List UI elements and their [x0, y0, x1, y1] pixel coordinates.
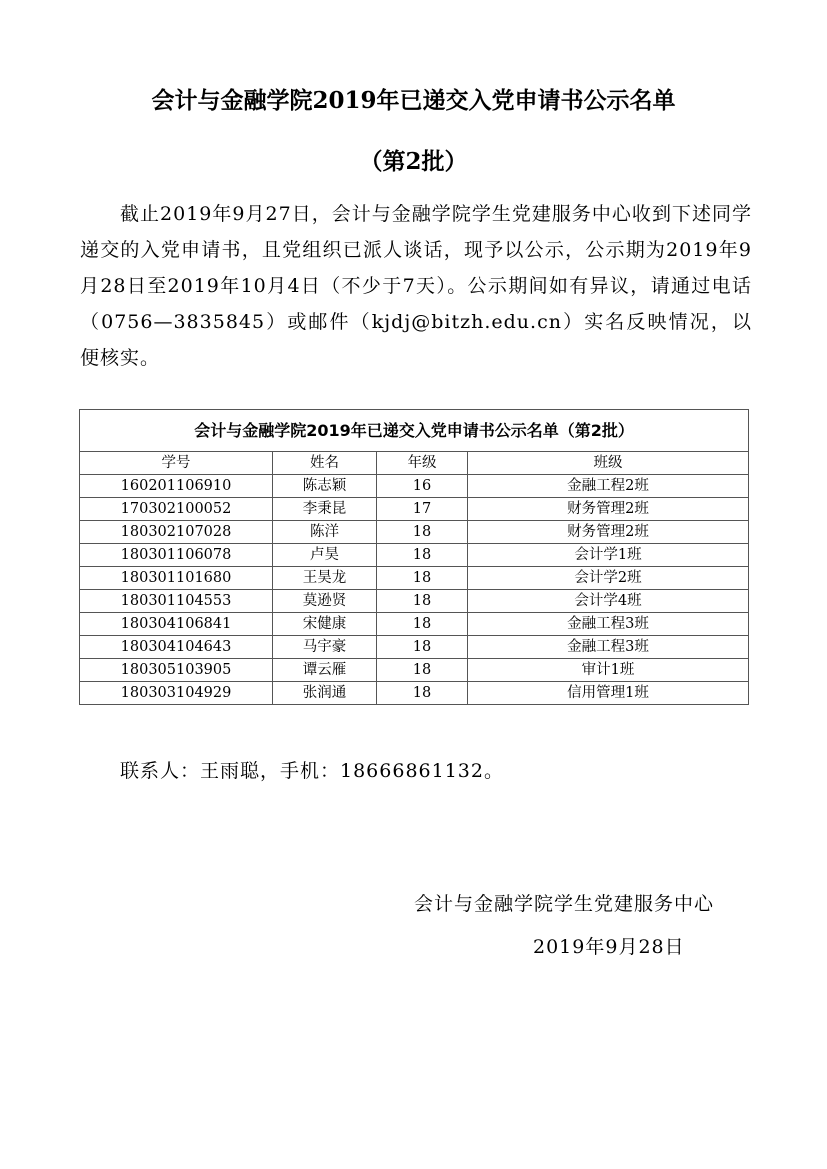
cell-name: 李秉昆: [273, 498, 377, 521]
cell-student-id: 180302107028: [80, 521, 273, 544]
cell-grade: 18: [377, 613, 468, 636]
cell-class: 信用管理1班: [468, 682, 749, 705]
cell-name: 谭云雁: [273, 659, 377, 682]
cell-grade: 17: [377, 498, 468, 521]
table-header-row: [80, 452, 749, 475]
cell-grade: 16: [377, 475, 468, 498]
signature-organization: 会计与金融学院学生党建服务中心: [414, 893, 715, 915]
table-row: [80, 590, 749, 613]
contact-line: 联系人：王雨聪，手机：18666861132。: [120, 760, 504, 782]
table-row: [80, 544, 749, 567]
table-caption-row: [80, 410, 749, 452]
cell-name: 陈志颖: [273, 475, 377, 498]
column-header-student-id: 学号: [80, 452, 273, 475]
table-row: [80, 521, 749, 544]
cell-grade: 18: [377, 521, 468, 544]
applicant-table: [79, 409, 749, 705]
cell-name: 宋健康: [273, 613, 377, 636]
table-row: [80, 498, 749, 521]
cell-student-id: 180304104643: [80, 636, 273, 659]
table-row: [80, 682, 749, 705]
cell-name: 卢昊: [273, 544, 377, 567]
column-header-name: 姓名: [273, 452, 377, 475]
cell-class: 审计1班: [468, 659, 749, 682]
table-caption: 会计与金融学院2019年已递交入党申请书公示名单（第2批）: [80, 410, 749, 452]
cell-class: 金融工程3班: [468, 613, 749, 636]
cell-student-id: 180303104929: [80, 682, 273, 705]
cell-name: 陈洋: [273, 521, 377, 544]
cell-class: 会计学2班: [468, 567, 749, 590]
table-row: [80, 567, 749, 590]
cell-class: 财务管理2班: [468, 521, 749, 544]
table-body: [80, 475, 749, 705]
cell-class: 会计学4班: [468, 590, 749, 613]
cell-student-id: 180301104553: [80, 590, 273, 613]
cell-grade: 18: [377, 544, 468, 567]
table-row: [80, 475, 749, 498]
column-header-grade: 年级: [377, 452, 468, 475]
cell-grade: 18: [377, 590, 468, 613]
cell-student-id: 170302100052: [80, 498, 273, 521]
cell-name: 莫逊贤: [273, 590, 377, 613]
cell-grade: 18: [377, 567, 468, 590]
cell-grade: 18: [377, 636, 468, 659]
cell-student-id: 180304106841: [80, 613, 273, 636]
page-subtitle: （第2批）: [359, 148, 468, 175]
cell-student-id: 180301106078: [80, 544, 273, 567]
column-header-class: 班级: [468, 452, 749, 475]
cell-grade: 18: [377, 682, 468, 705]
announcement-text: 截止2019年9月27日，会计与金融学院学生党建服务中心收到下述同学递交的入党申请书，且党组织已派人谈话，现予以公示，公示期为2019年9月28日至2019年10月4日（不少于7天）。公示期间如有异议，请通过电话（0756—3835845）或邮件（kjdj@bitzh.edu.cn）实名反映情况，以便核实。: [80, 203, 752, 369]
announcement-paragraph: [80, 196, 752, 376]
cell-name: 王昊龙: [273, 567, 377, 590]
signature-date: 2019年9月28日: [533, 936, 685, 958]
table-row: [80, 659, 749, 682]
cell-student-id: 180305103905: [80, 659, 273, 682]
page-title: 会计与金融学院2019年已递交入党申请书公示名单: [151, 87, 676, 114]
cell-name: 马宇豪: [273, 636, 377, 659]
table-row: [80, 613, 749, 636]
cell-grade: 18: [377, 659, 468, 682]
cell-class: 金融工程2班: [468, 475, 749, 498]
cell-student-id: 180301101680: [80, 567, 273, 590]
cell-class: 会计学1班: [468, 544, 749, 567]
cell-name: 张润通: [273, 682, 377, 705]
cell-class: 财务管理2班: [468, 498, 749, 521]
table-row: [80, 636, 749, 659]
cell-class: 金融工程3班: [468, 636, 749, 659]
cell-student-id: 160201106910: [80, 475, 273, 498]
